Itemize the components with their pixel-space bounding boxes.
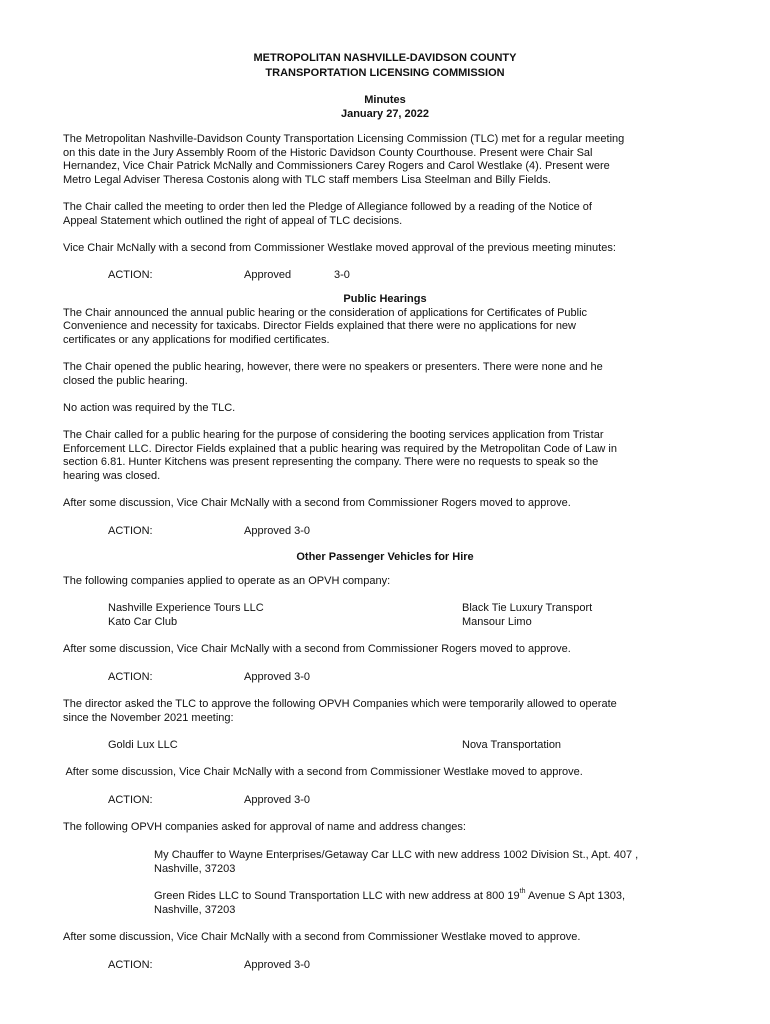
temp-intro-line: The director asked the TLC to approve the following OPVH Companies which were temporarily allowed to operate (63, 698, 617, 710)
action-result: Approved 3-0 (244, 794, 311, 806)
hearing-line: section 6.81. Hunter Kitchens was present representing the company. There were no requests to speak so the (63, 456, 599, 468)
action-result: Approved (244, 269, 292, 281)
hearing-line: Enforcement LLC. Director Fields explained that a public hearing was required by the Metropolitan Code of Law in (63, 443, 617, 455)
change-text: Green Rides LLC to Sound Transportation LLC with new address at 800 19 (154, 890, 520, 902)
change-line: Nashville, 37203 (154, 863, 236, 875)
changes-intro: The following OPVH companies asked for approval of name and address changes: (63, 821, 466, 833)
hearing-line: closed the public hearing. (63, 375, 188, 387)
intro-line: Hernandez, Vice Chair Patrick McNally and Commissioners Carey Rogers and Carol Westlake (4). Present were (63, 160, 610, 172)
doc-type: Minutes (364, 94, 406, 106)
pledge-line: Appeal Statement which outlined the right of appeal of TLC decisions. (63, 215, 403, 227)
action-label: ACTION: (108, 959, 153, 971)
pledge-line: The Chair called the meeting to order then led the Pledge of Allegiance followed by a reading of the Notice of (63, 201, 592, 213)
intro-line: Metro Legal Adviser Theresa Costonis along with TLC staff members Lisa Steelman and Billy Fields. (63, 174, 551, 186)
opvh-motion: After some discussion, Vice Chair McNally with a second from Commissioner Westlake moved to approve. (63, 766, 583, 778)
header-org: METROPOLITAN NASHVILLE-DAVIDSON COUNTY (253, 52, 517, 64)
intro-line: on this date in the Jury Assembly Room of the Historic Davidson County Courthouse. Present were Chair Sal (63, 147, 593, 159)
hearing-line: No action was required by the TLC. (63, 402, 236, 414)
change-line: My Chauffer to Wayne Enterprises/Getaway Car LLC with new address 1002 Division St., Apt. 407 , (154, 849, 639, 861)
public-hearings-heading: Public Hearings (343, 293, 427, 305)
action-label: ACTION: (108, 525, 153, 537)
opvh-motion: After some discussion, Vice Chair McNally with a second from Commissioner Rogers moved to approve. (63, 643, 571, 655)
company-name: Nashville Experience Tours LLC (108, 602, 264, 614)
action-vote: 3-0 (334, 269, 350, 281)
hearing-line: The Chair announced the annual public hearing or the consideration of applications for Certificates of Public (63, 307, 588, 319)
hearing-line: Convenience and necessity for taxicabs. Director Fields explained that there were no applications for new (63, 320, 576, 332)
action-result: Approved 3-0 (244, 525, 311, 537)
hearing-line: The Chair called for a public hearing for the purpose of considering the booting services application from Tristar (63, 429, 604, 441)
hearing-motion: After some discussion, Vice Chair McNally with a second from Commissioner Rogers moved to approve. (63, 497, 571, 509)
change-text: Avenue S Apt 1303, (525, 890, 626, 902)
opvh-heading: Other Passenger Vehicles for Hire (296, 551, 474, 563)
opvh-motion: After some discussion, Vice Chair McNally with a second from Commissioner Westlake moved to approve. (63, 931, 581, 943)
hearing-line: hearing was closed. (63, 470, 161, 482)
opvh-intro: The following companies applied to operate as an OPVH company: (63, 575, 391, 587)
hearing-line: certificates or any applications for modified certificates. (63, 334, 330, 346)
company-name: Goldi Lux LLC (108, 739, 178, 751)
minutes-motion: Vice Chair McNally with a second from Commissioner Westlake moved approval of the previous meeting minutes: (63, 242, 616, 254)
change-line (154, 890, 625, 904)
meeting-date: January 27, 2022 (340, 108, 430, 120)
intro-line: The Metropolitan Nashville-Davidson County Transportation Licensing Commission (TLC) met for a regular meeting (63, 133, 625, 145)
hearing-line: The Chair opened the public hearing, however, there were no speakers or presenters. There were none and he (63, 361, 603, 373)
change-line: Nashville, 37203 (154, 904, 236, 916)
action-label: ACTION: (108, 671, 153, 683)
action-label: ACTION: (108, 269, 153, 281)
ordinal-suffix: th (519, 888, 526, 896)
action-label: ACTION: (108, 794, 153, 806)
company-name: Mansour Limo (462, 616, 532, 628)
temp-intro-line: since the November 2021 meeting: (63, 712, 234, 724)
header-commission: TRANSPORTATION LICENSING COMMISSION (265, 67, 505, 79)
company-name: Nova Transportation (462, 739, 562, 751)
company-name: Kato Car Club (108, 616, 178, 628)
action-result: Approved 3-0 (244, 671, 311, 683)
action-result: Approved 3-0 (244, 959, 311, 971)
company-name: Black Tie Luxury Transport (462, 602, 593, 614)
